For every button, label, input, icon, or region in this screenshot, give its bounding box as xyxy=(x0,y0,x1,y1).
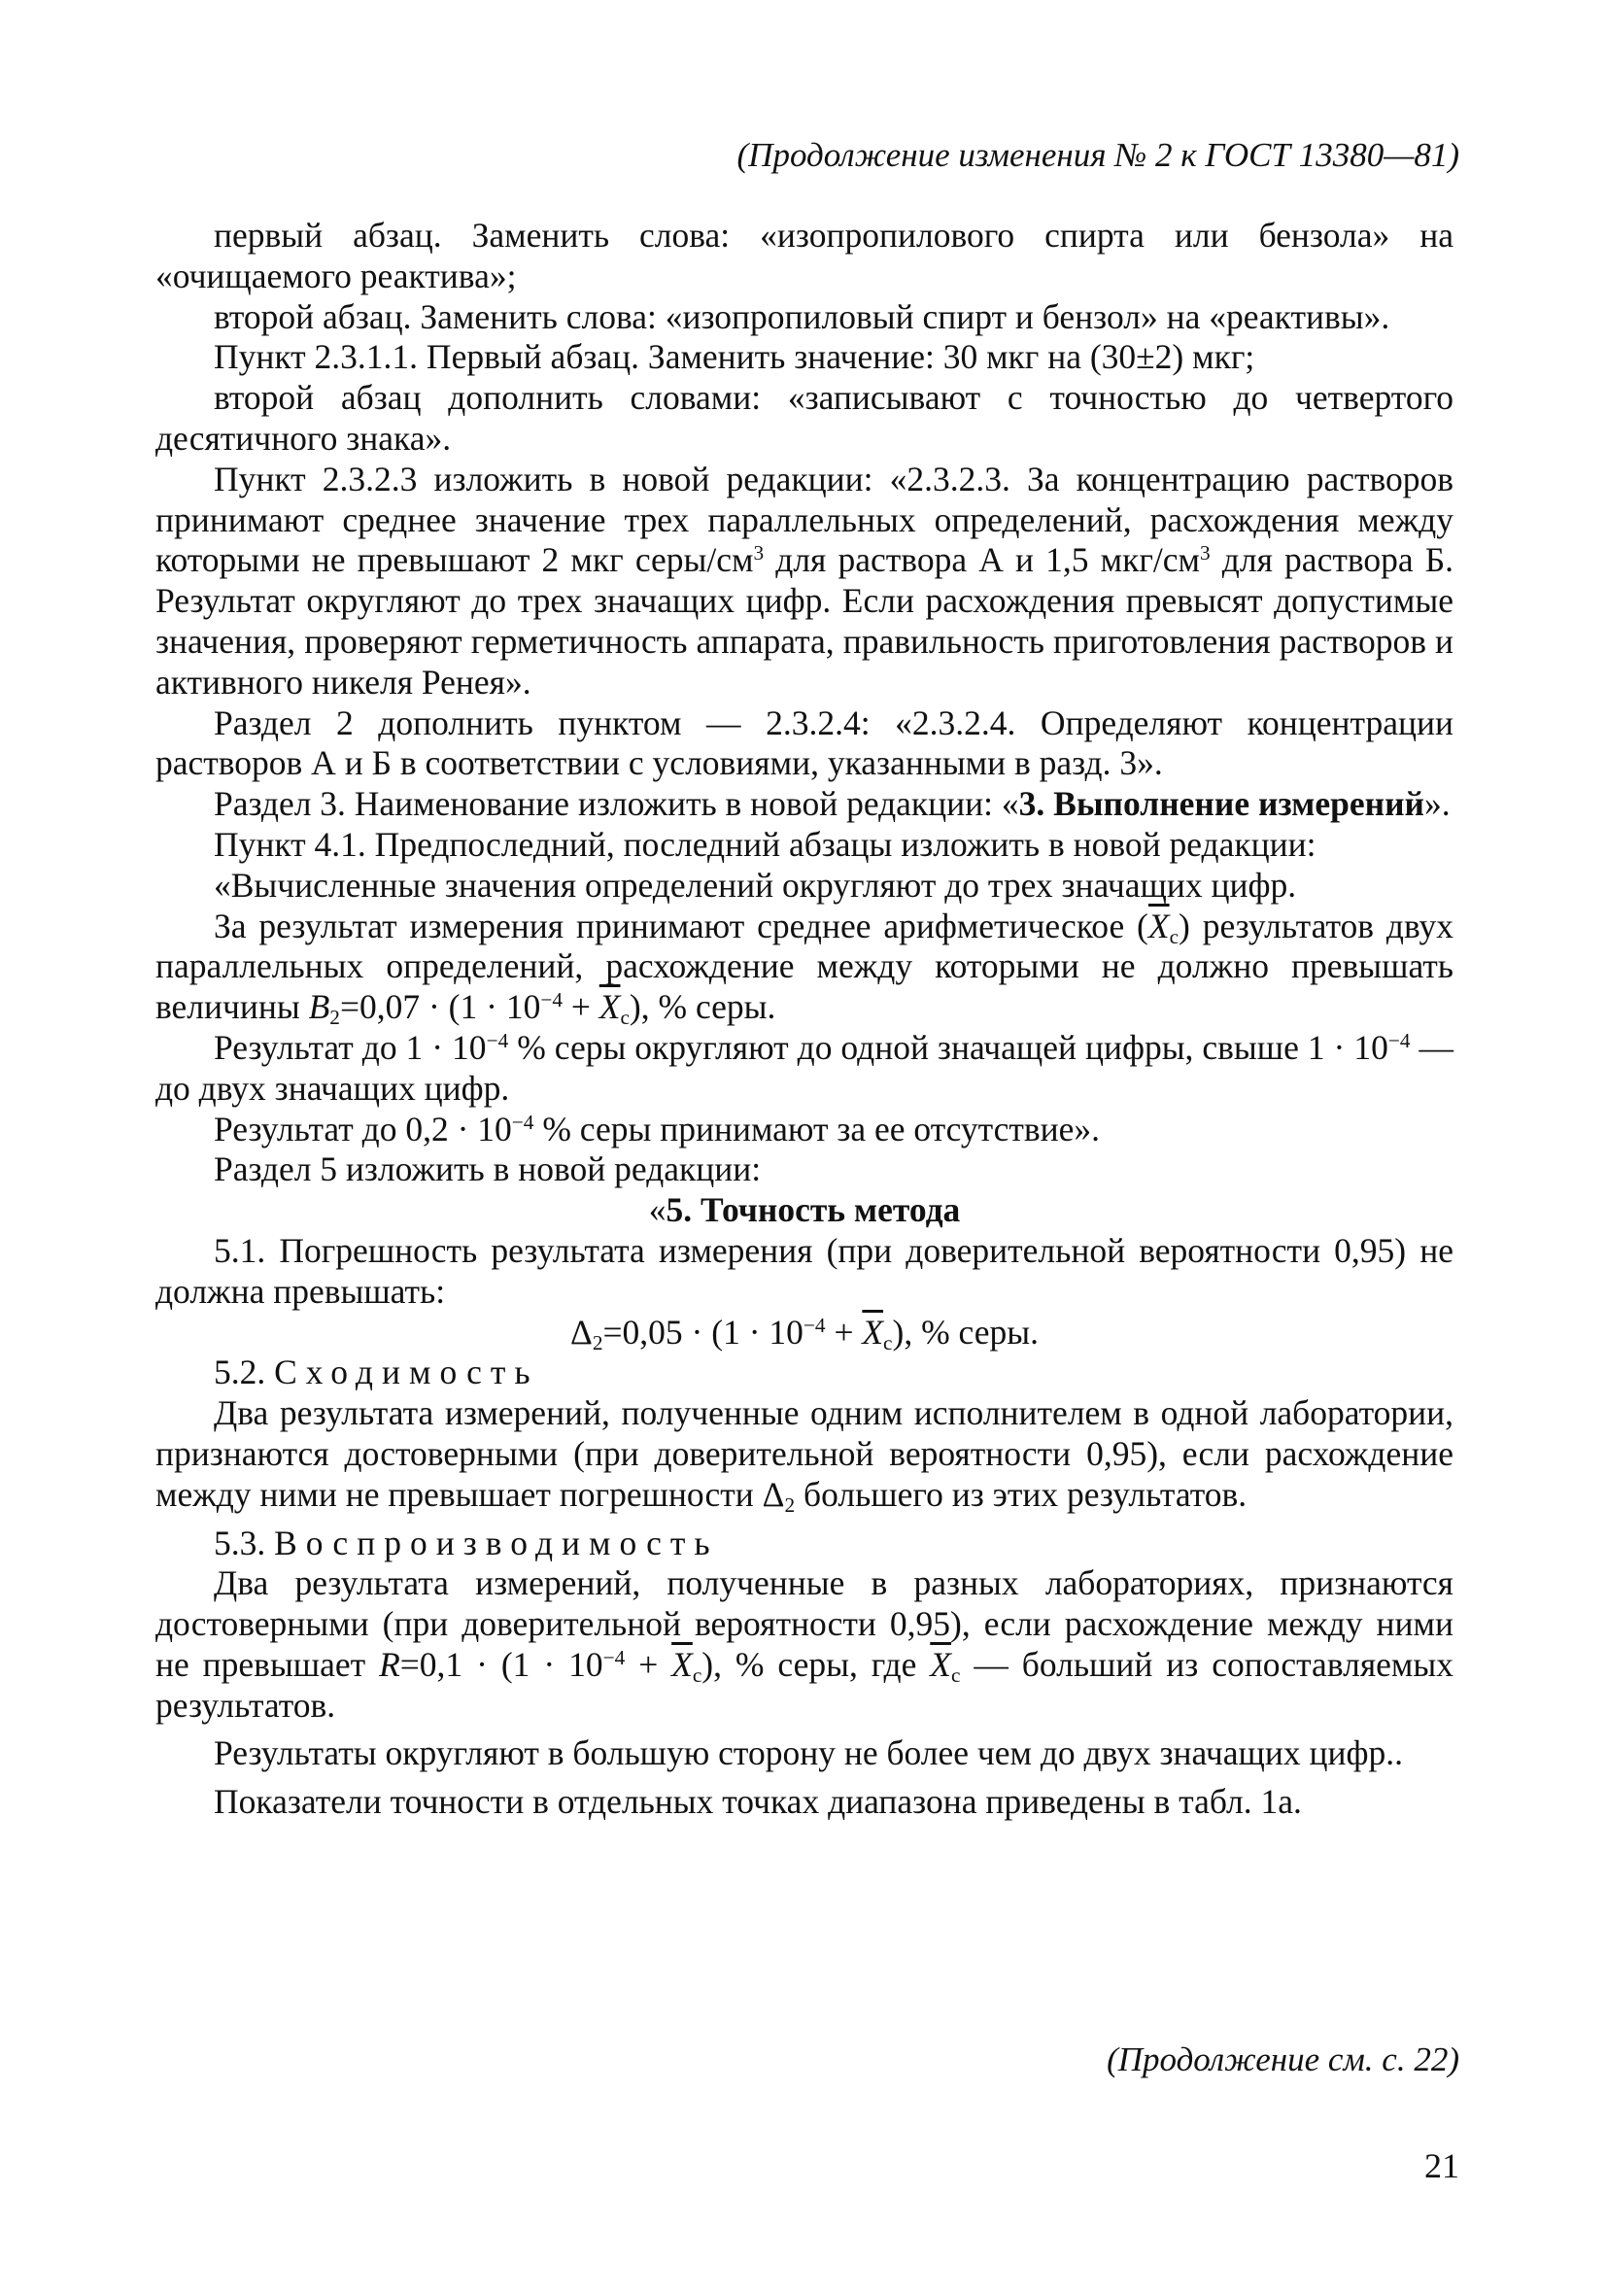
paragraph: Раздел 2 дополнить пунктом — 2.3.2.4: «2.3.2.4. Определяют концентрации растворов А и Б в соответствии с условиями, указанными в разд. 3». xyxy=(155,703,1453,783)
formula: $\Delta_2=0,05 \cdot (1 \cdot 10^{-4} + \overline{X}_c)$, % серы. xyxy=(570,1312,1039,1354)
paragraph: Пункт 2.3.1.1. Первый абзац. Заменить значение: 30 мкг на (30±2) мкг; xyxy=(214,337,1255,377)
paragraph: 5.1. Погрешность результата измерения (при доверительной вероятности 0,95) не должна превышать: xyxy=(155,1230,1453,1311)
subsection-heading: 5.2. Сходимость xyxy=(214,1353,539,1392)
paragraph: Пункт 4.1. Предпоследний, последний абзацы изложить в новой редакции: xyxy=(214,824,1316,864)
paragraph: Показатели точности в отдельных точках диапазона приведены в табл. 1а. xyxy=(214,1782,1302,1822)
paragraph: Результаты округляют в большую сторону не более чем до двух значащих цифр.. xyxy=(214,1733,1403,1773)
paragraph: Два результата измерений, полученные одним исполнителем в одной лаборатории, признаются достоверными (при доверительной вероятности 0,95), если расхождение между ними не превышает погрешности $\Delta_2$ большего из этих результатов. xyxy=(155,1393,1453,1517)
body-text xyxy=(155,216,1453,1823)
paragraph: второй абзац дополнить словами: «записывают с точностью до четвертого десятичного знака». xyxy=(155,378,1453,458)
running-head: (Продолжение изменения № 2 к ГОСТ 13380—81) xyxy=(736,136,1459,174)
paragraph: Два результата измерений, полученные в разных лабораториях, признаются достоверными (при доверительной вероятности 0,95), если расхождение между ними не превышает $R=0,1 \cdot (1 \cdot 10^{-4} + \overline{X}_c)$, % серы, где $\overline{X}_c$ — больший из сопоставляемых результатов. xyxy=(155,1563,1453,1725)
paragraph: «Вычисленные значения определений округляют до трех значащих цифр. xyxy=(214,865,1297,905)
paragraph: второй абзац. Заменить слова: «изопропиловый спирт и бензол» на «реактивы». xyxy=(214,296,1390,336)
paragraph: Раздел 5 изложить в новой редакции: xyxy=(214,1149,762,1189)
continuation-note: (Продолжение см. с. 22) xyxy=(1107,2040,1459,2078)
section-heading: «5. Точность метода xyxy=(648,1190,961,1230)
paragraph: Раздел 3. Наименование изложить в новой редакции: «3. Выполнение измерений». xyxy=(214,784,1451,824)
paragraph: За результат измерения принимают среднее арифметическое $(\overline{X}_c)$ результатов двух параллельных определений, расхождение между которыми не должно превышать величины $B_2=0,07 \cdot (1 \cdot 10^{-4} + \overline{X}_c)$, % серы. xyxy=(155,906,1453,1030)
paragraph: первый абзац. Заменить слова: «изопропилового спирта или бензола» на «очищаемого реактива»; xyxy=(155,216,1453,295)
page-number: 21 xyxy=(1424,2146,1459,2185)
paragraph: Результат до $1 \cdot 10^{-4}$ % серы округляют до одной значащей цифры, свыше $1 \cdot 10^{-4}$ — до двух значащих цифр. xyxy=(155,1027,1454,1108)
subsection-heading: 5.3. Воспроизводимость xyxy=(214,1523,719,1562)
paragraph: Результат до $0,2 \cdot 10^{-4}$ % серы принимают за ее отсутствие». xyxy=(214,1109,1101,1148)
paragraph: Пункт 2.3.2.3 изложить в новой редакции: «2.3.2.3. За концентрацию растворов принимают среднее значение трех параллельных определений, расхождения между которыми не превышают 2 мкг серы/$см^3$ для раствора А и 1,5 мкг/$см^3$ для раствора Б. Результат округляют до трех значащих цифр. Если расхождения превысят допустимые значения, проверяют герметичность аппарата, правильность приготовления растворов и активного никеля Ренея». xyxy=(155,459,1454,702)
